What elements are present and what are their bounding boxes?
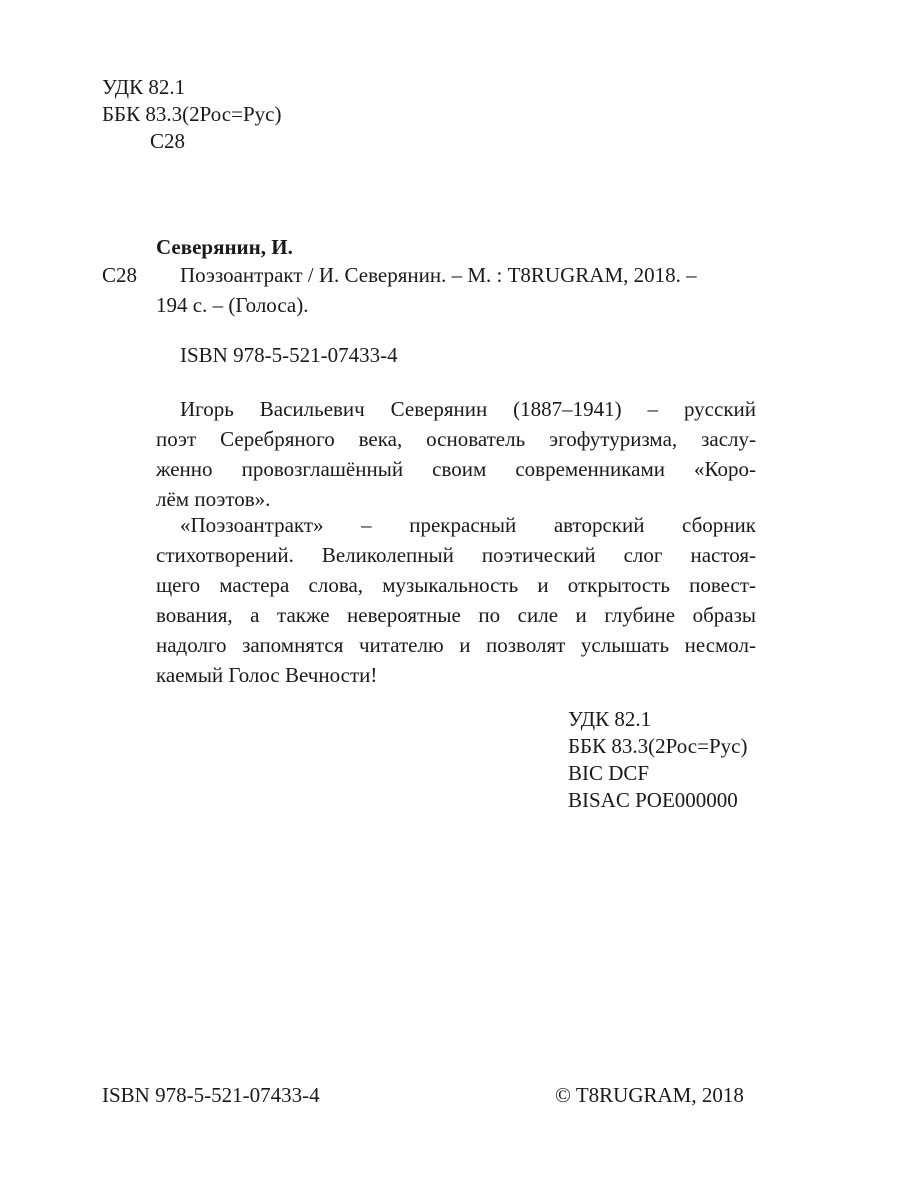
annotation-line: вования, а также невероятные по силе и глубине образы [156, 603, 756, 627]
copyright-notice: © T8RUGRAM, 2018 [555, 1083, 744, 1107]
biblio-line: Поэзоантракт / И. Северянин. – М. : T8RUGRAM, 2018. – [180, 263, 697, 287]
annotation-paragraph-1 [156, 394, 756, 514]
annotation-line: поэт Серебряного века, основатель эгофутуризма, заслу- [156, 427, 756, 451]
isbn-entry: ISBN 978-5-521-07433-4 [180, 343, 398, 367]
biblio-line: 194 с. – (Голоса). [156, 293, 309, 317]
annotation-line: женно провозглашённый своим современниками «Коро- [156, 457, 756, 481]
isbn-footer: ISBN 978-5-521-07433-4 [102, 1083, 320, 1107]
annotation-paragraph-2 [156, 510, 756, 690]
author-sign-top: С28 [150, 129, 186, 153]
annotation-line: надолго запомнятся читателю и позволят услышать несмол- [156, 633, 756, 657]
bisac-code: BISAC POE000000 [568, 788, 738, 812]
bbk-code-top: ББК 83.3(2Рос=Рус) [102, 102, 282, 126]
author-heading: Северянин, И. [156, 235, 293, 259]
bic-code: BIC DCF [568, 761, 650, 785]
classification-block [568, 706, 747, 814]
bibliographic-description [156, 260, 756, 320]
author-sign-side: С28 [102, 263, 138, 287]
annotation-line: щего мастера слова, музыкальность и открытость повест- [156, 573, 756, 597]
udk-code-top: УДК 82.1 [102, 75, 186, 99]
udk-code: УДК 82.1 [568, 707, 652, 731]
annotation-line: Игорь Васильевич Северянин (1887–1941) – русский [180, 397, 756, 421]
annotation-line: стихотворений. Великолепный поэтический слог настоя- [156, 543, 756, 567]
annotation-line: лём поэтов». [156, 487, 271, 511]
bbk-code: ББК 83.3(2Рос=Рус) [568, 734, 748, 758]
annotation-line: «Поэзоантракт» – прекрасный авторский сборник [180, 513, 756, 537]
annotation-line: каемый Голос Вечности! [156, 663, 378, 687]
